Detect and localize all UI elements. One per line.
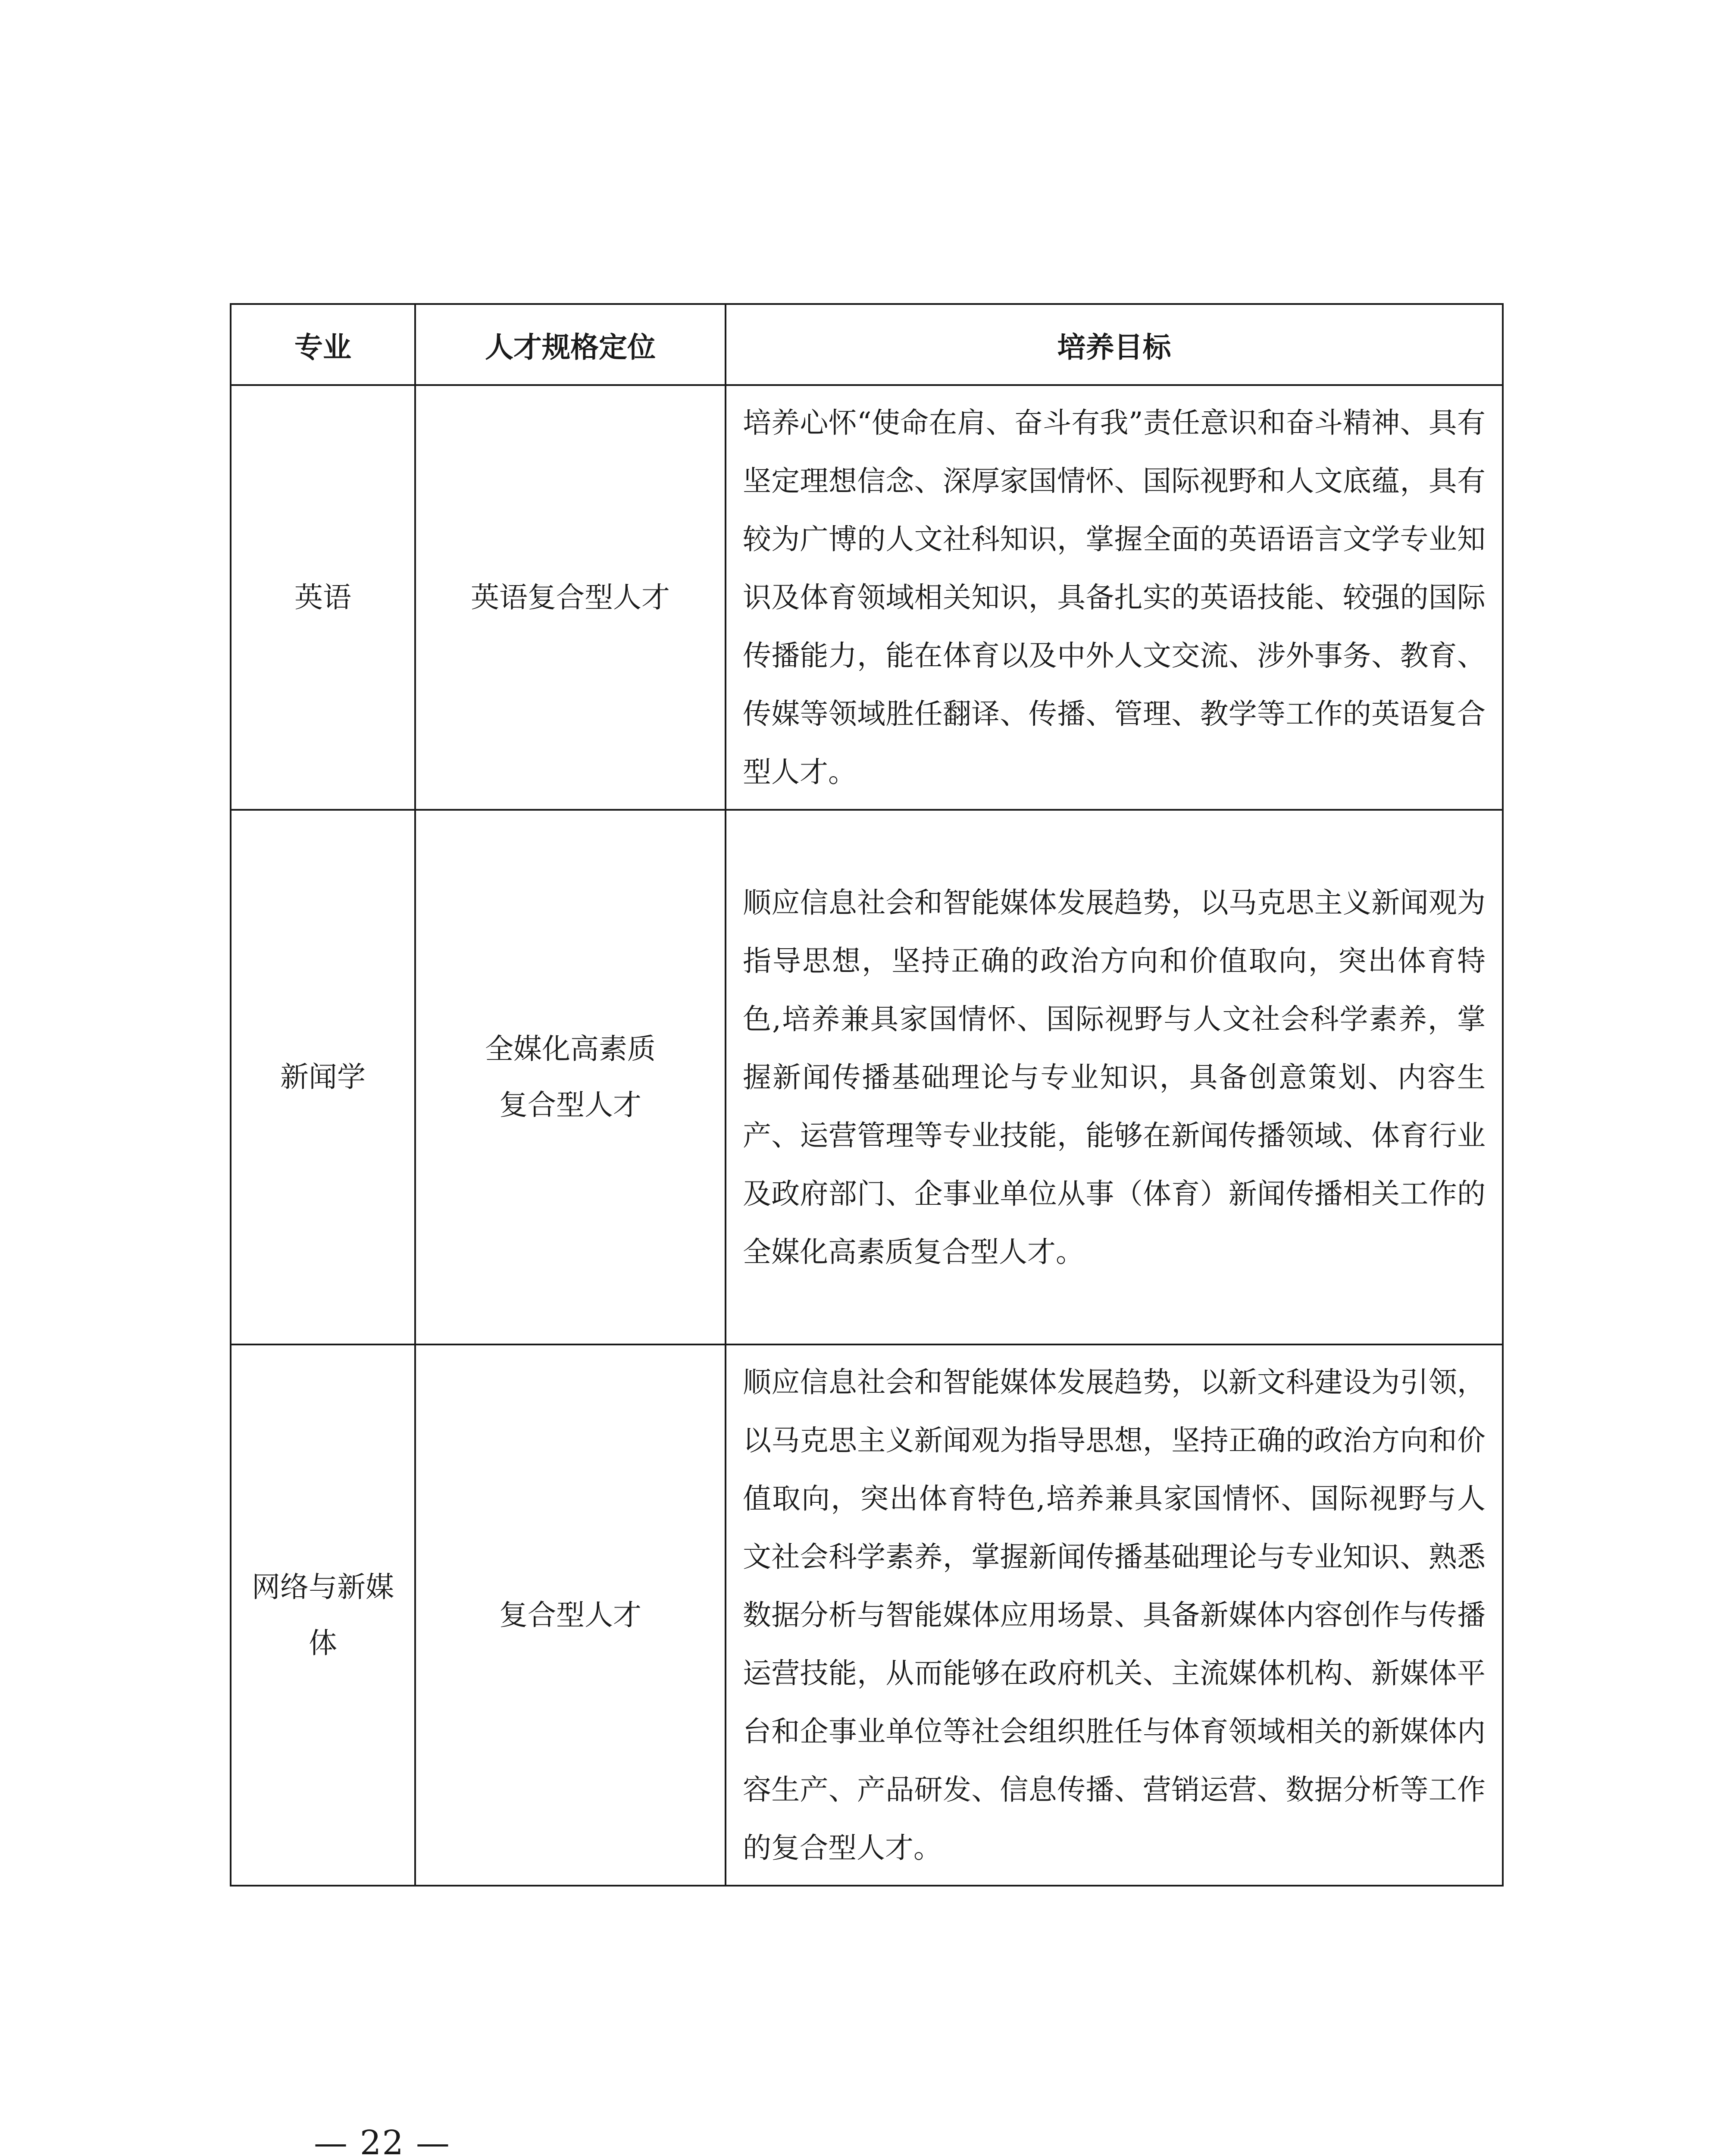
header-major: 专业 bbox=[231, 304, 415, 385]
header-positioning: 人才规格定位 bbox=[415, 304, 726, 385]
cell-major: 新闻学 bbox=[231, 810, 415, 1344]
talent-training-table bbox=[230, 303, 1504, 1887]
table-row bbox=[231, 1344, 1503, 1886]
cell-goal: 顺应信息社会和智能媒体发展趋势，以马克思主义新闻观为指导思想，坚持正确的政治方向和价值取向，突出体育特色,培养兼具家国情怀、国际视野与人文社会科学素养，掌握新闻传播基础理论与专业知识，具备创意策划、内容生产、运营管理等专业技能，能够在新闻传播领域、体育行业及政府部门、企事业单位从事（体育）新闻传播相关工作的全媒化高素质复合型人才。 bbox=[726, 810, 1503, 1344]
header-goal: 培养目标 bbox=[726, 304, 1503, 385]
table-header-row bbox=[231, 304, 1503, 385]
positioning-line: 复合型人才 bbox=[499, 1088, 641, 1122]
cell-positioning bbox=[415, 385, 726, 810]
table-row bbox=[231, 385, 1503, 810]
cell-positioning bbox=[415, 1344, 726, 1886]
cell-major: 网络与新媒体 bbox=[231, 1344, 415, 1886]
table-row bbox=[231, 810, 1503, 1344]
positioning-line: 复合型人才 bbox=[499, 1598, 641, 1632]
positioning-line: 英语复合型人才 bbox=[471, 580, 670, 614]
page-number: — 22 — bbox=[314, 2124, 450, 2156]
positioning-line: 全媒化高素质 bbox=[485, 1032, 656, 1065]
cell-positioning bbox=[415, 810, 726, 1344]
cell-goal: 顺应信息社会和智能媒体发展趋势，以新文科建设为引领，以马克思主义新闻观为指导思想，坚持正确的政治方向和价值取向，突出体育特色,培养兼具家国情怀、国际视野与人文社会科学素养，掌握新闻传播基础理论与专业知识、熟悉数据分析与智能媒体应用场景、具备新媒体内容创作与传播运营技能，从而能够在政府机关、主流媒体机构、新媒体平台和企事业单位等社会组织胜任与体育领域相关的新媒体内容生产、产品研发、信息传播、营销运营、数据分析等工作的复合型人才。 bbox=[726, 1344, 1503, 1886]
cell-goal: 培养心怀“使命在肩、奋斗有我”责任意识和奋斗精神、具有坚定理想信念、深厚家国情怀、国际视野和人文底蕴，具有较为广博的人文社科知识，掌握全面的英语语言文学专业知识及体育领域相关知识，具备扎实的英语技能、较强的国际传播能力，能在体育以及中外人文交流、涉外事务、教育、传媒等领域胜任翻译、传播、管理、教学等工作的英语复合型人才。 bbox=[726, 385, 1503, 810]
cell-major: 英语 bbox=[231, 385, 415, 810]
